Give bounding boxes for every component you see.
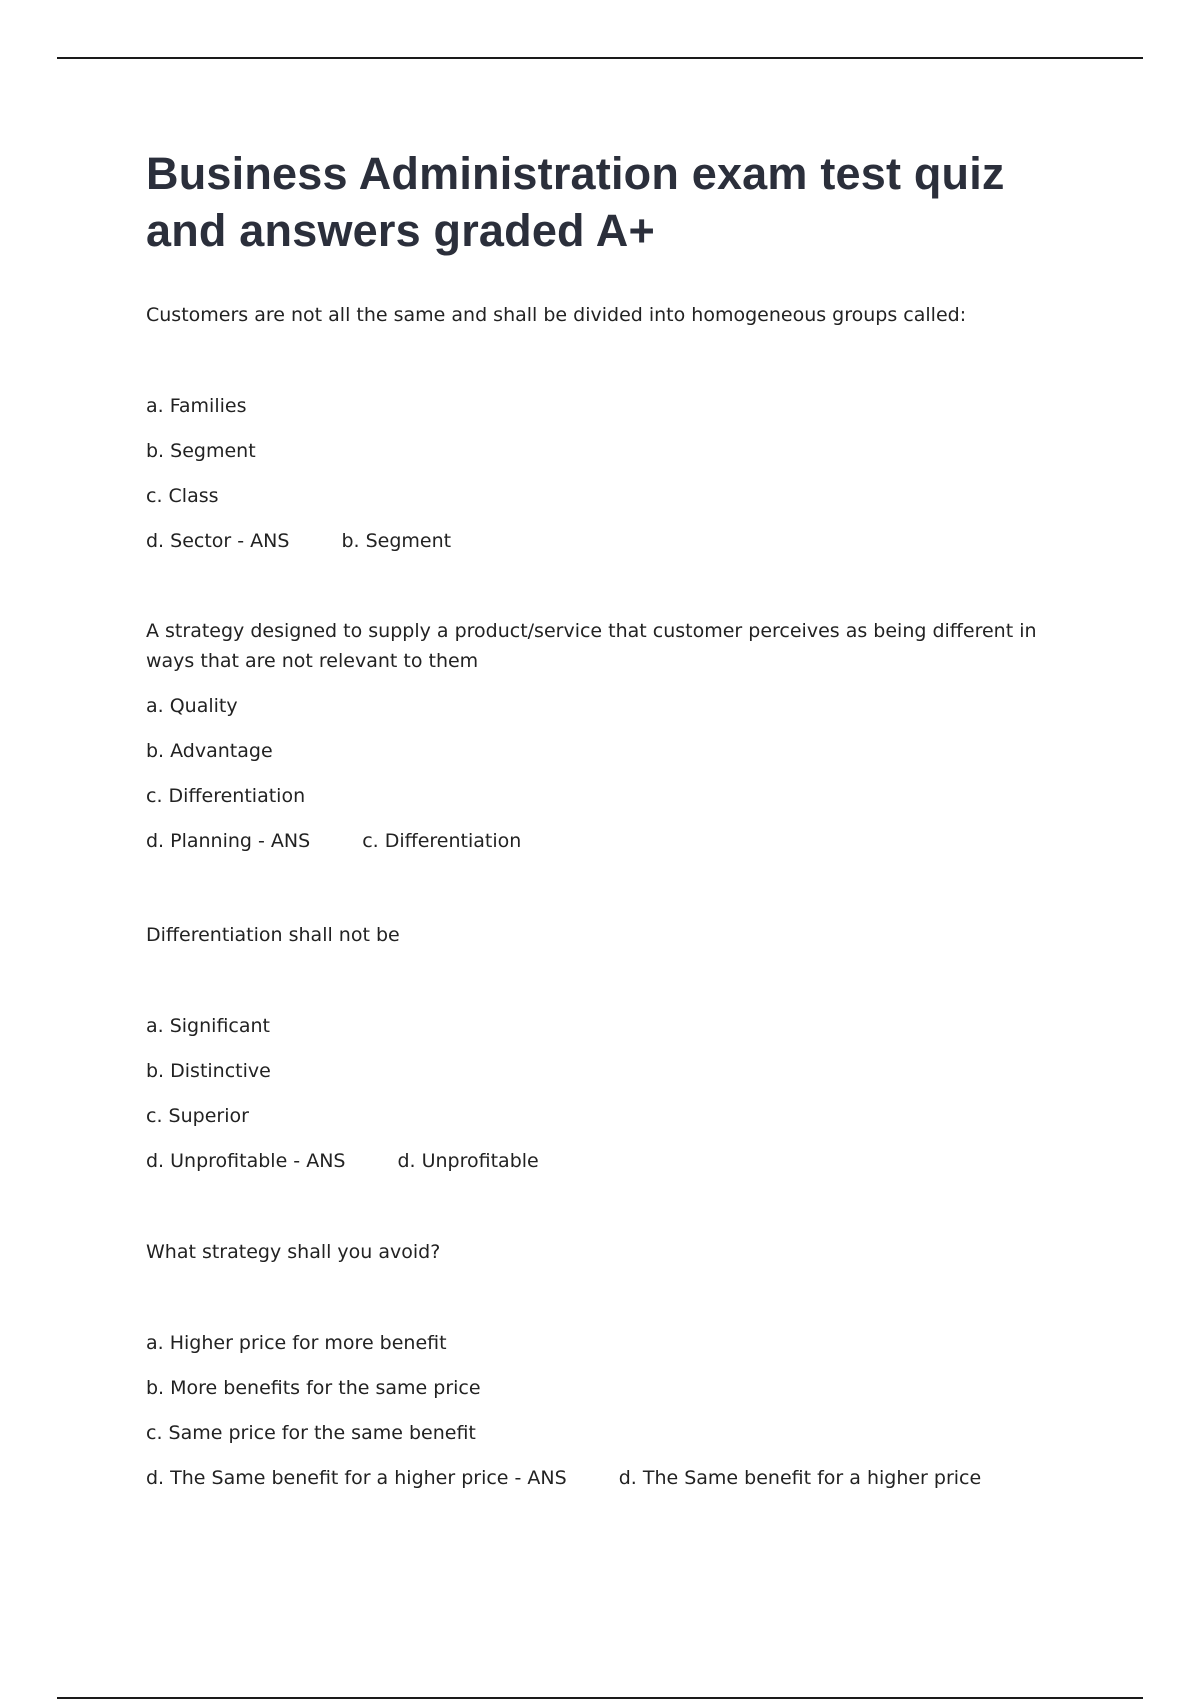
question-2 xyxy=(146,616,1046,856)
option-d: d. Unprofitable - ANS xyxy=(146,1150,346,1172)
option-d-row xyxy=(146,1463,1046,1493)
option-d-row xyxy=(146,826,1046,856)
answer: d. Unprofitable xyxy=(397,1150,539,1172)
question-text: A strategy designed to supply a product/service that customer perceives as being different in ways that are not relevant to them xyxy=(146,620,1037,672)
question-1 xyxy=(146,300,1046,556)
bottom-rule xyxy=(57,1697,1143,1699)
question-text: What strategy shall you avoid? xyxy=(146,1241,441,1263)
option-b: b. Segment xyxy=(146,440,256,462)
top-rule xyxy=(57,57,1143,59)
option-d: d. The Same benefit for a higher price - ANS xyxy=(146,1467,567,1489)
option-c: c. Class xyxy=(146,485,219,507)
option-c: c. Same price for the same benefit xyxy=(146,1422,476,1444)
option-b: b. More benefits for the same price xyxy=(146,1377,481,1399)
option-d: d. Planning - ANS xyxy=(146,830,311,852)
document-body xyxy=(146,145,1046,1489)
question-text: Differentiation shall not be xyxy=(146,924,400,946)
option-a: a. Higher price for more benefit xyxy=(146,1332,447,1354)
option-d-row xyxy=(146,1146,1046,1176)
question-4 xyxy=(146,1237,1046,1493)
answer: c. Differentiation xyxy=(362,830,522,852)
option-d: d. Sector - ANS xyxy=(146,530,290,552)
option-d-row xyxy=(146,526,1046,556)
option-a: a. Significant xyxy=(146,1015,270,1037)
answer: d. The Same benefit for a higher price xyxy=(618,1467,982,1489)
option-c: c. Superior xyxy=(146,1105,249,1127)
question-3 xyxy=(146,920,1046,1176)
option-b: b. Distinctive xyxy=(146,1060,271,1082)
option-a: a. Quality xyxy=(146,695,238,717)
option-b: b. Advantage xyxy=(146,740,273,762)
option-c: c. Differentiation xyxy=(146,785,306,807)
option-a: a. Families xyxy=(146,395,247,417)
answer: b. Segment xyxy=(341,530,452,552)
question-text: Customers are not all the same and shall be divided into homogeneous groups called: xyxy=(146,304,967,326)
document-title: Business Administration exam test quiz and answers graded A+ xyxy=(146,148,1005,256)
